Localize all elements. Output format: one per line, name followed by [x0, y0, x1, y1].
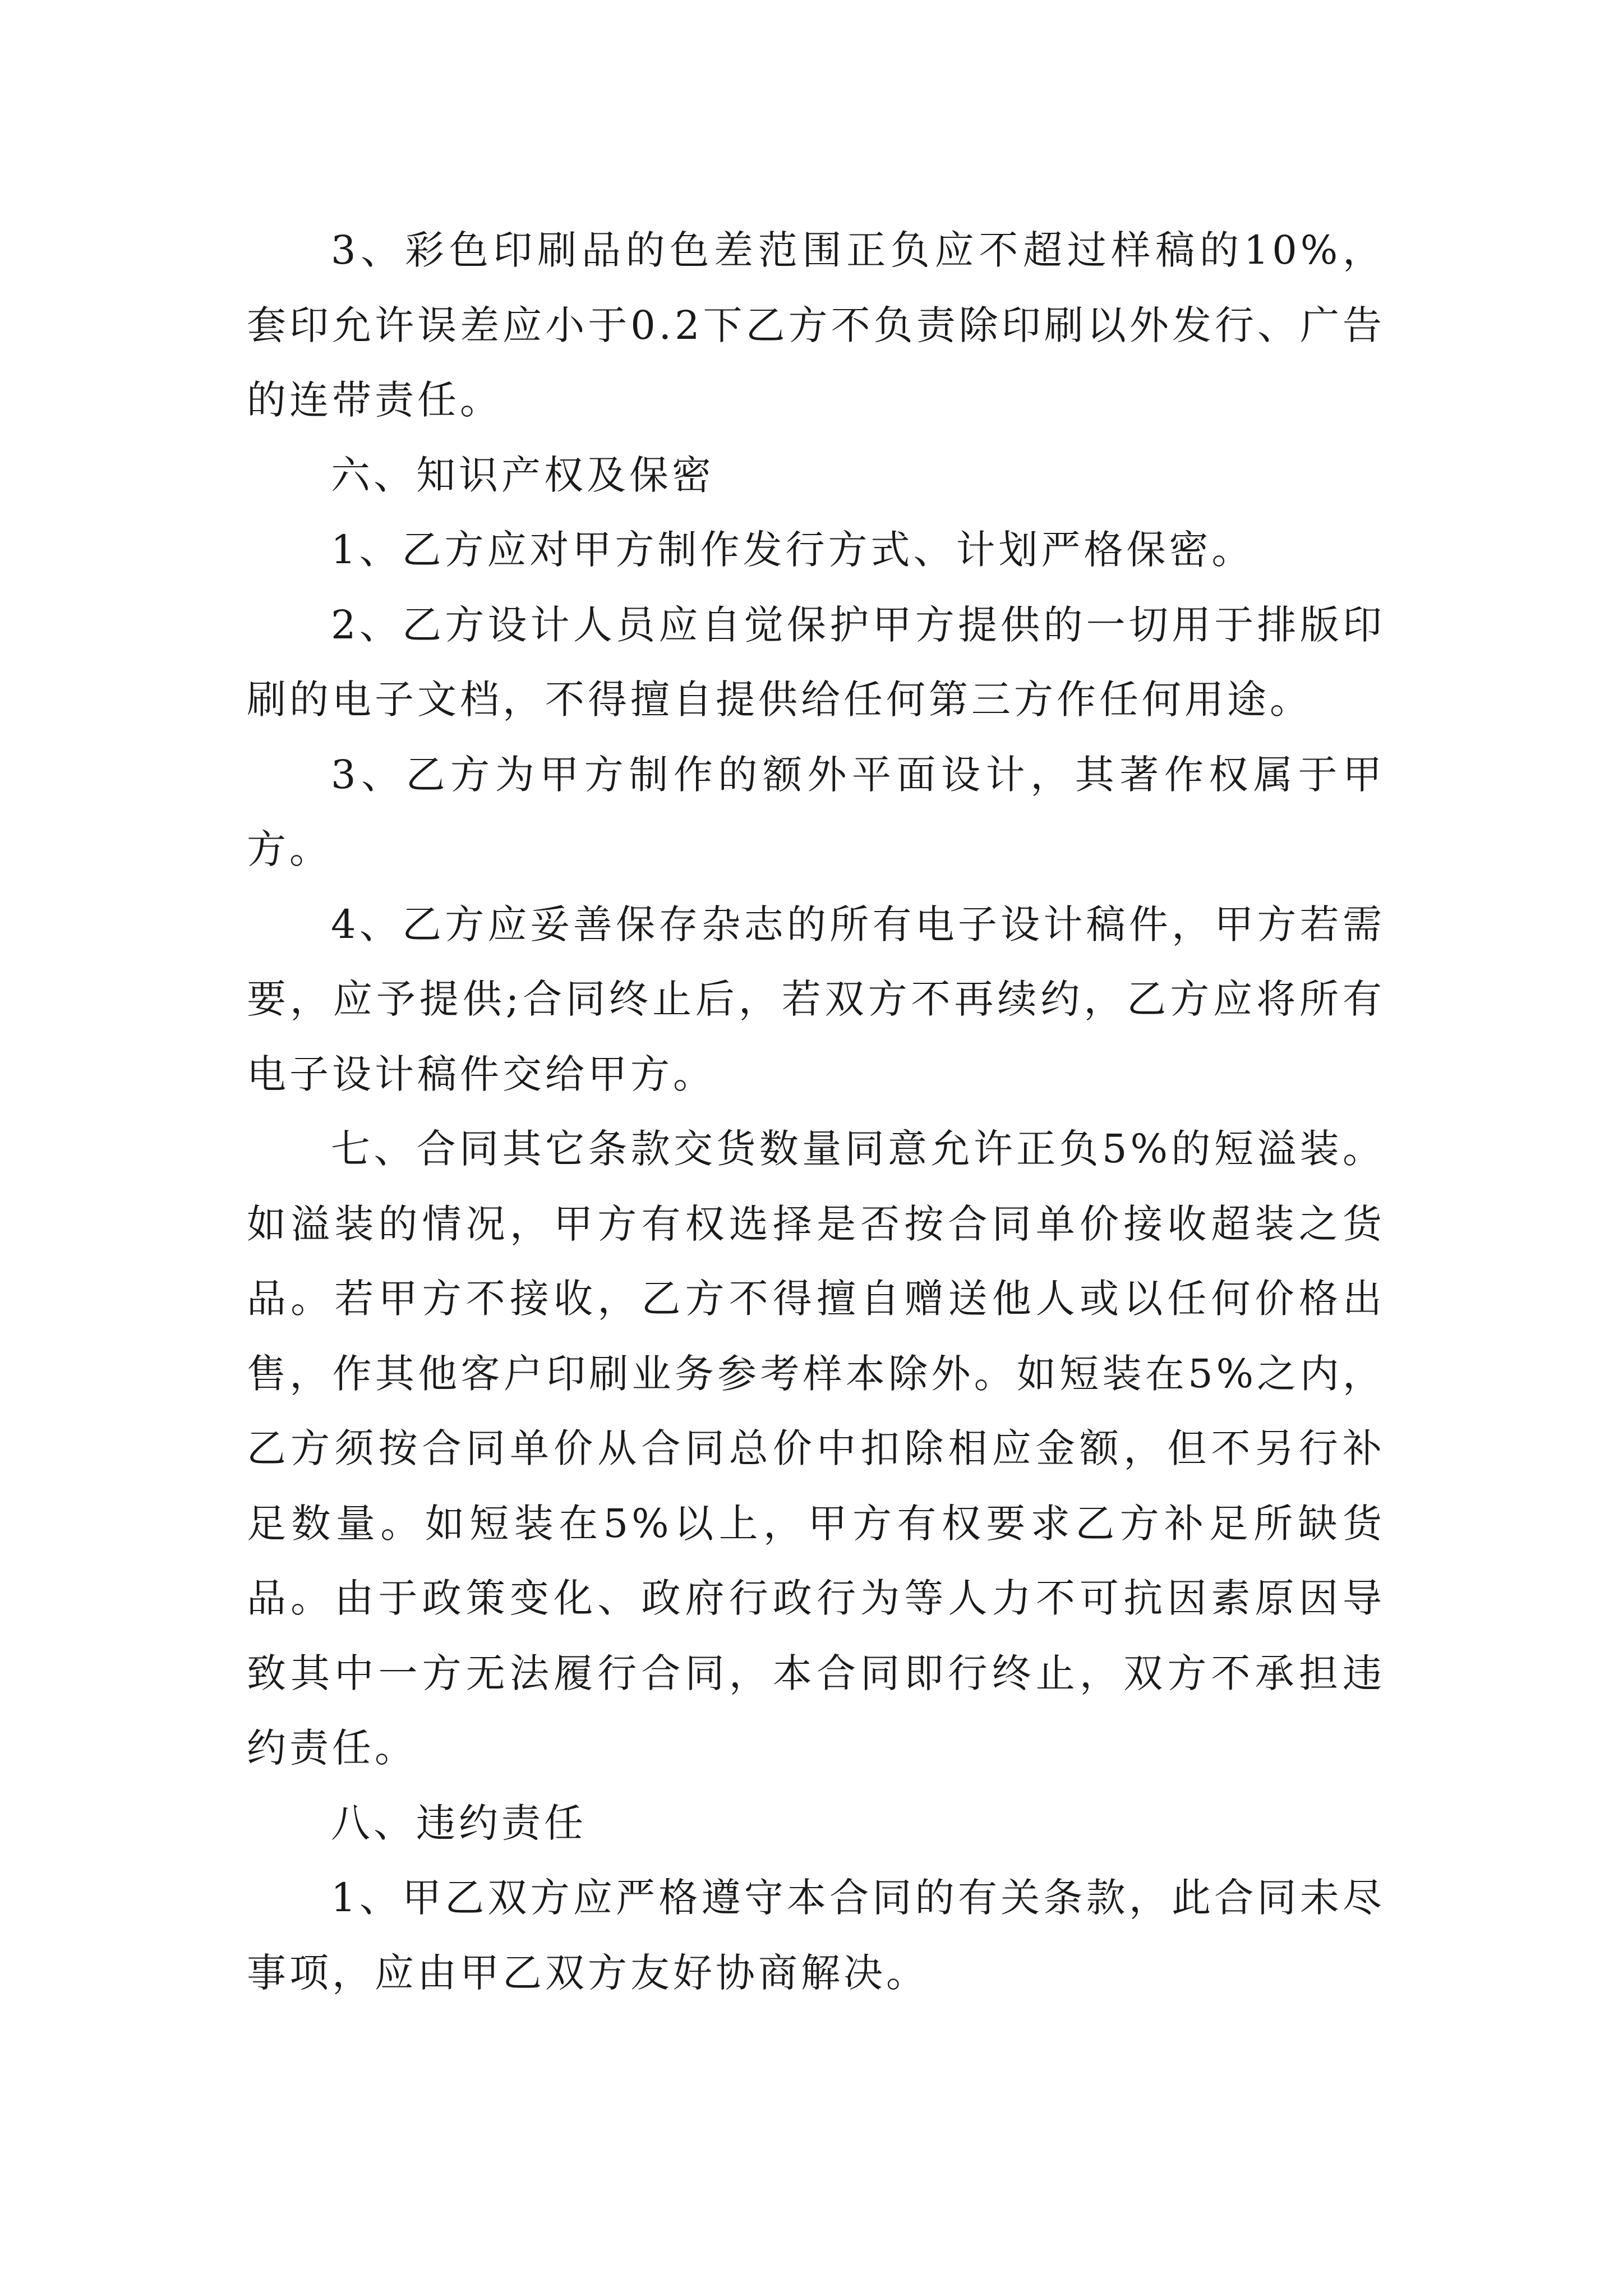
clause-compliance: 1、甲乙双方应严格遵守本合同的有关条款，此合同未尽事项，应由甲乙双方友好协商解决。	[247, 1875, 1385, 1996]
clause-confidentiality: 1、乙方应对甲方制作发行方式、计划严格保密。	[331, 527, 1255, 573]
clause-electronic-documents: 2、乙方设计人员应自觉保护甲方提供的一切用于排版印刷的电子文档，不得擅自提供给任何第三方作任何用途。	[247, 601, 1385, 723]
clause-design-files: 4、乙方应妥善保存杂志的所有电子设计稿件，甲方若需要，应予提供;合同终止后，若双方不再续约，乙方应将所有电子设计稿件交给甲方。	[247, 901, 1385, 1097]
clause-copyright: 3、乙方为甲方制作的额外平面设计，其著作权属于甲方。	[247, 751, 1385, 872]
clause-color-tolerance: 3、彩色印刷品的色差范围正负应不超过样稿的10%，套印允许误差应小于0.2下乙方不负责除印刷以外发行、广告的连带责任。	[247, 227, 1385, 423]
document-page	[247, 213, 1385, 2010]
section-heading-ip-confidentiality: 六、知识产权及保密	[331, 452, 714, 498]
clause-other-terms: 七、合同其它条款交货数量同意允许正负5%的短溢装。如溢装的情况，甲方有权选择是否按合同单价接收超装之货品。若甲方不接收，乙方不得擅自赠送他人或以任何价格出售，作其他客户印刷业务参考样本除外。如短装在5%之内，乙方须按合同单价从合同总价中扣除相应金额，但不另行补足数量。如短装在5%以上，甲方有权要求乙方补足所缺货品。由于政策变化、政府行政行为等人力不可抗因素原因导致其中一方无法履行合同，本合同即行终止，双方不承担违约责任。	[247, 1126, 1385, 1771]
section-heading-liability: 八、违约责任	[331, 1800, 587, 1846]
